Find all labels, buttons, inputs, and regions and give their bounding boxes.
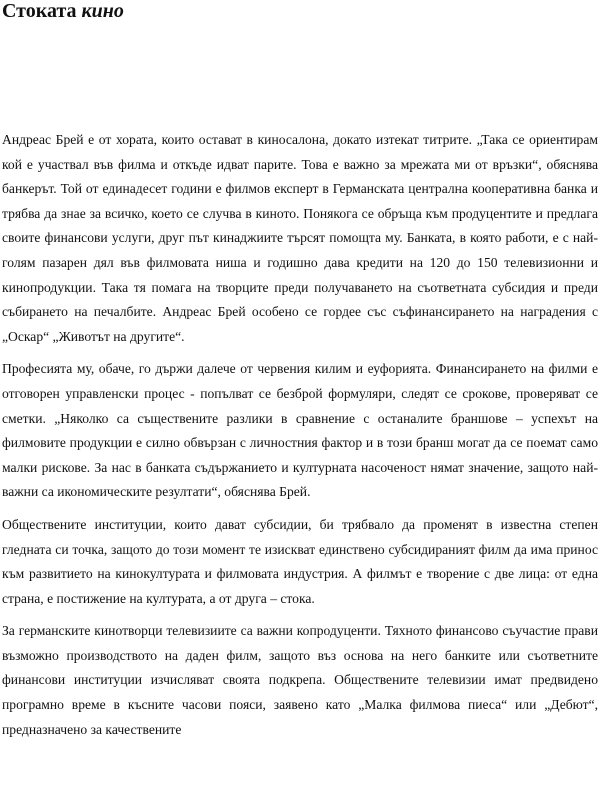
paragraph: Професията му, обаче, го държи далече от червения килим и еуфорията. Финансирането на филми е отговорен управленски процес - попълват се безброй формуляри, следят се срокове, проверяват се сметки. „Няколко са съществените разлики в сравнение с останалите браншове – успехът на филмовите продукции е силно обвързан с личностния фактор и в този бранш могат да се поемат само малки рискове. За нас в банката съдържанието и културната насоченост нямат значение, защото най-важни са икономическите резултати“, обяснява Брей. (2, 361, 598, 500)
page-title (2, 0, 124, 23)
paragraph: Андреас Брей е от хората, които остават в киносалона, докато изтекат титрите. „Така се ориентирам кой е участвал във филма и откъде идват парите. Това е важно за мрежата ми от връзки“, обяснява банкерът. Той от единадесет години е филмов експерт в Германската централна кооперативна банка и трябва да знае за всичко, което се случва в киното. Понякога се обръща към продуцентите и предлага своите финансови услуги, друг път кинаджиите търсят помощта му. Банката, в която работи, е с най-голям пазарен дял във филмовата ниша и годишно дава кредити на 120 до 150 телевизионни и кинопродукции. Така тя помага на творците преди получаването на съответната субсидия и преди събирането на печалбите. Андреас Брей особено се гордее със съфинансирането на наградения с „Оскар“ „Животът на другите“. (2, 132, 598, 344)
paragraph: За германските кинотворци телевизиите са важни копродуценти. Тяхното финансово съучастие прави възможно производството на даден филм, защото въз основа на него банките или съответните финансови институции изчисляват своята подкрепа. Обществените телевизии имат предвидено програмно време в късните часови пояси, заявено като „Малка филмова пиеса“ или „Дебют“, предназначено за качествените (2, 623, 598, 737)
article-body (2, 128, 598, 750)
title-main: Стоката (2, 0, 77, 22)
title-emphasis: кино (81, 0, 124, 22)
paragraph: Обществените институции, които дават субсидии, би трябвало да променят в известна степен гледната си точка, защото до този момент те изискват единствено субсидираният филм да има принос към развитието на кинокултурата и филмовата индустрия. А филмът е творение с две лица: от една страна, е постижение на културата, а от друга – стока. (2, 516, 598, 606)
